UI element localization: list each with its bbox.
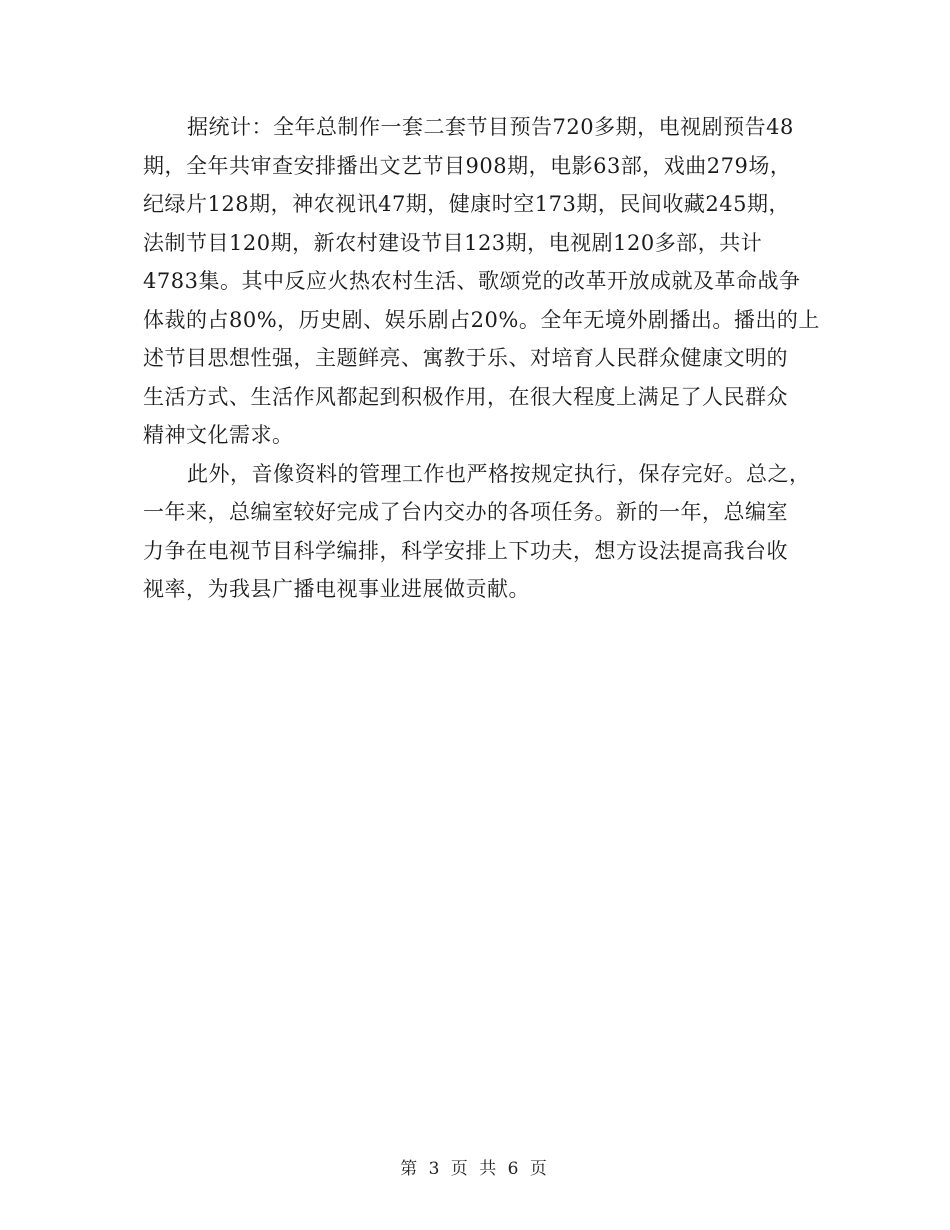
paragraph-summary bbox=[143, 455, 811, 609]
text-line: 述节目思想性强，主题鲜亮、寓教于乐、对培育人民群众健康文明的 bbox=[143, 346, 788, 370]
text-line: 力争在电视节目科学编排，科学安排上下功夫，想方设法提高我台收 bbox=[143, 538, 788, 563]
text-line: 此外，音像资料的管理工作也严格按规定执行，保存完好。总之， bbox=[187, 461, 811, 486]
text-line: 期，全年共审查安排播出文艺节目908期，电影63部，戏曲279场， bbox=[143, 153, 792, 178]
document-body bbox=[143, 108, 820, 609]
paragraph-statistics bbox=[143, 108, 820, 455]
text-line: 体裁的占80%，历史剧、娱乐剧占20%。全年无境外剧播出。播出的上 bbox=[143, 307, 820, 332]
text-line: 纪绿片128期，神农视讯47期，健康时空173期，民间收藏245期， bbox=[143, 192, 790, 216]
text-line: 据统计：全年总制作一套二套节目预告720多期，电视剧预告48 bbox=[187, 115, 794, 139]
text-line: 法制节目120期，新农村建设节目123期，电视剧120多部，共计 bbox=[143, 230, 763, 255]
text-line: 生活方式、生活作风都起到积极作用，在很大程度上满足了人民群众 bbox=[143, 384, 788, 409]
text-line: 一年来，总编室较好完成了台内交办的各项任务。新的一年，总编室 bbox=[143, 500, 788, 524]
page-number-footer: 第 3 页 共 6 页 bbox=[400, 1159, 550, 1179]
text-line: 精神文化需求。 bbox=[143, 423, 294, 447]
text-line: 4783集。其中反应火热农村生活、歌颂党的改革开放成就及革命战争 bbox=[143, 269, 801, 293]
text-line: 视率，为我县广播电视事业进展做贡献。 bbox=[143, 577, 530, 601]
